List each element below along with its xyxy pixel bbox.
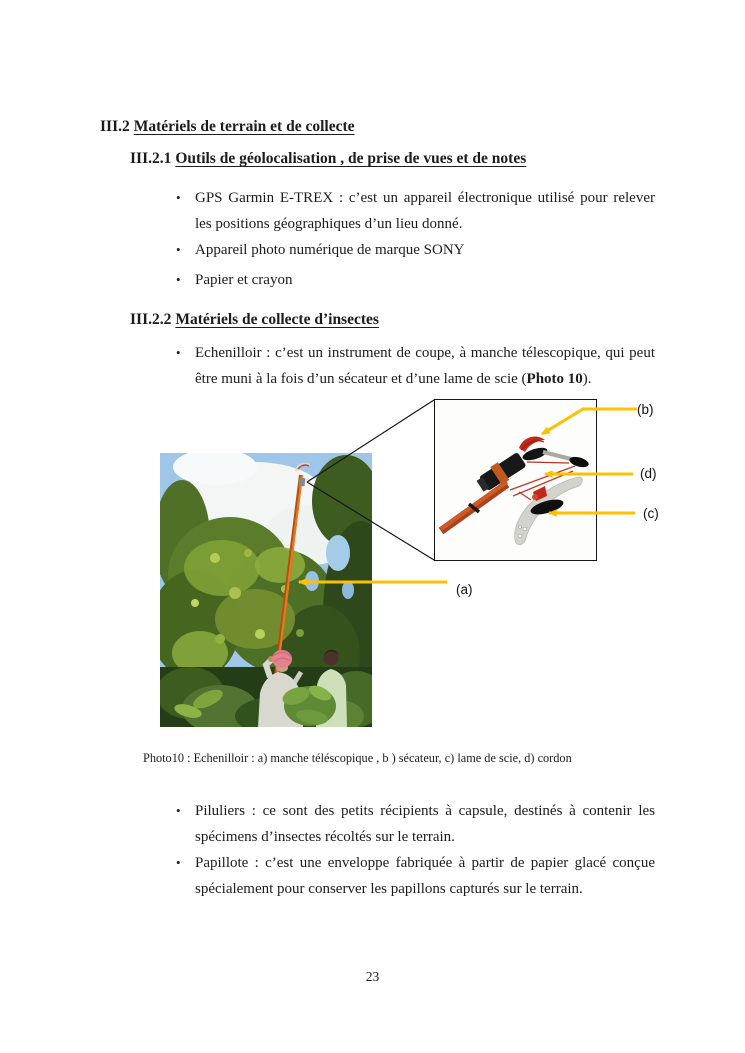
figure-caption: Photo10 : Echenilloir : a) manche téléscopique , b ) sécateur, c) lame de scie, d) cordon: [143, 751, 572, 765]
heading-text: Matériels de terrain et de collecte: [133, 118, 355, 135]
bullet-item-echenilloir: [175, 340, 655, 392]
bullet-item-papillote: [175, 850, 655, 902]
bullet-icon: •: [176, 803, 181, 818]
field-photo: [160, 453, 372, 727]
section-heading-iii2: [100, 118, 355, 136]
tool-closeup-illustration: [435, 400, 596, 560]
section-heading-iii21: [130, 150, 526, 168]
bullet-text: Papier et crayon: [195, 272, 293, 288]
heading-text: Matériels de collecte d’insectes: [175, 311, 379, 328]
heading-number: III.2: [100, 118, 130, 135]
bullet-text-pre: Echenilloir : c’est un instrument de coupe, à manche télescopique, qui peut être muni à la fois d’un sécateur et d’une lame de scie (: [195, 345, 655, 387]
bullet-icon: •: [176, 272, 181, 287]
bullet-list-geolocalisation: [175, 185, 655, 293]
bullet-icon: •: [176, 242, 181, 257]
page-number: 23: [365, 969, 380, 984]
figure-label-c: (c): [643, 506, 659, 521]
bullet-icon: •: [176, 345, 181, 360]
heading-text: Outils de géolocalisation , de prise de vues et de notes: [175, 150, 527, 167]
bullet-text-post: ).: [582, 371, 592, 387]
bullet-list-echenilloir: [175, 340, 655, 392]
heading-number: III.2.2: [130, 311, 172, 328]
bullet-item-camera: [175, 237, 655, 263]
figure-label-b: (b): [637, 402, 654, 417]
inset-box: [434, 399, 597, 561]
bullet-item-piluliers: [175, 798, 655, 850]
bullet-icon: •: [176, 190, 181, 205]
field-photo-illustration: [160, 453, 372, 727]
bullet-text: Papillote : c’est une enveloppe fabriquée à partir de papier glacé conçue spécialement pour conserver les papillons capturés sur le terrain.: [195, 855, 655, 897]
bullet-text: Piluliers : ce sont des petits récipients à capsule, destinés à contenir les spécimens d’insectes récoltés sur le terrain.: [195, 803, 655, 845]
bullet-item-gps: [175, 185, 655, 237]
callout-overlay: [0, 390, 745, 745]
figure-photo10: [0, 390, 745, 745]
bullet-item-paper: [175, 267, 655, 293]
section-heading-iii22: [130, 311, 379, 329]
bullet-icon: •: [176, 855, 181, 870]
bullet-text-bold: Photo 10: [526, 371, 583, 387]
figure-label-a: (a): [456, 582, 473, 597]
bullet-text: GPS Garmin E-TREX : c’est un appareil électronique utilisé pour relever les positions géographiques d’un lieu donné.: [195, 190, 655, 232]
bullet-list-collecte: [175, 798, 655, 902]
heading-number: III.2.1: [130, 150, 172, 167]
figure-label-d: (d): [640, 466, 657, 481]
bullet-text: Appareil photo numérique de marque SONY: [195, 242, 465, 258]
